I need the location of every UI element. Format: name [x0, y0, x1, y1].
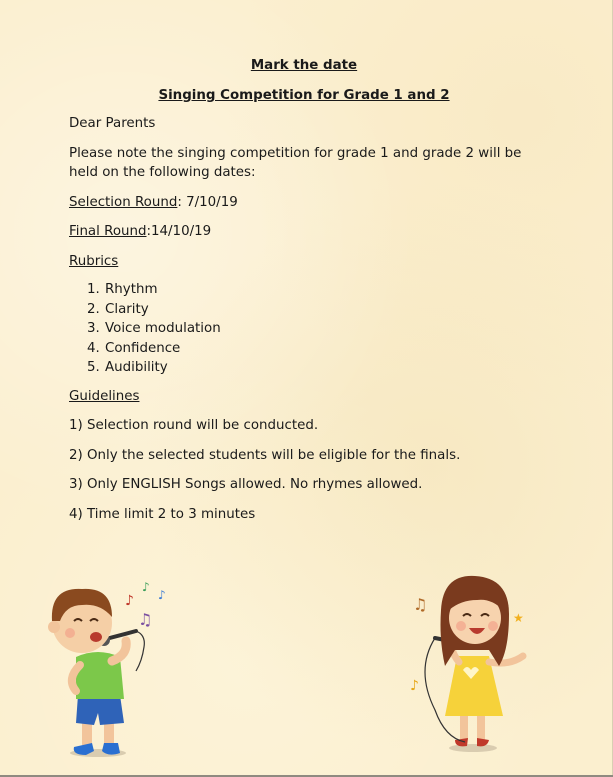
selection-round-line	[69, 193, 549, 213]
girl-singer-illustration	[405, 570, 545, 760]
list-item: 1. Rhythm	[87, 282, 158, 297]
svg-text:★: ★	[513, 611, 524, 625]
guideline-3: 3) Only ENGLISH Songs allowed. No rhymes allowed.	[69, 477, 423, 493]
svg-text:♫: ♫	[413, 595, 428, 614]
guideline-1: 1) Selection round will be conducted.	[69, 418, 319, 434]
svg-text:♪: ♪	[125, 593, 134, 609]
svg-text:♪: ♪	[410, 678, 419, 694]
list-item: 5. Audibility	[87, 360, 168, 376]
final-round-label: Final Round	[69, 224, 147, 239]
heading: Mark the date	[250, 58, 358, 73]
subheading: Singing Competition for Grade 1 and 2	[158, 88, 450, 103]
final-round-line	[69, 222, 549, 242]
guideline-4: 4) Time limit 2 to 3 minutes	[69, 506, 256, 522]
greeting: Dear Parents	[69, 116, 156, 131]
selection-round-date: : 7/10/19	[177, 194, 238, 210]
music-note-icon	[410, 595, 427, 694]
svg-text:♪: ♪	[158, 588, 166, 602]
svg-text:♪: ♪	[142, 580, 150, 594]
svg-text:♫: ♫	[138, 610, 153, 629]
intro-paragraph: Please note the singing competition for grade 1 and grade 2 will be held on the following dates:	[69, 145, 522, 180]
guidelines-heading: Guidelines	[69, 388, 140, 404]
rubrics-list	[69, 280, 549, 378]
list-item: 4. Confidence	[87, 340, 181, 356]
list-item: 3. Voice modulation	[87, 321, 221, 337]
list-item: 2. Clarity	[87, 301, 149, 317]
document-body	[69, 56, 549, 524]
music-note-icon	[125, 580, 166, 629]
guideline-2: 2) Only the selected students will be eligible for the finals.	[69, 447, 461, 463]
boy-singer-illustration	[20, 575, 180, 765]
rubrics-heading: Rubrics	[69, 253, 119, 269]
final-round-date: :14/10/19	[146, 224, 212, 239]
selection-round-label: Selection Round	[69, 194, 178, 210]
